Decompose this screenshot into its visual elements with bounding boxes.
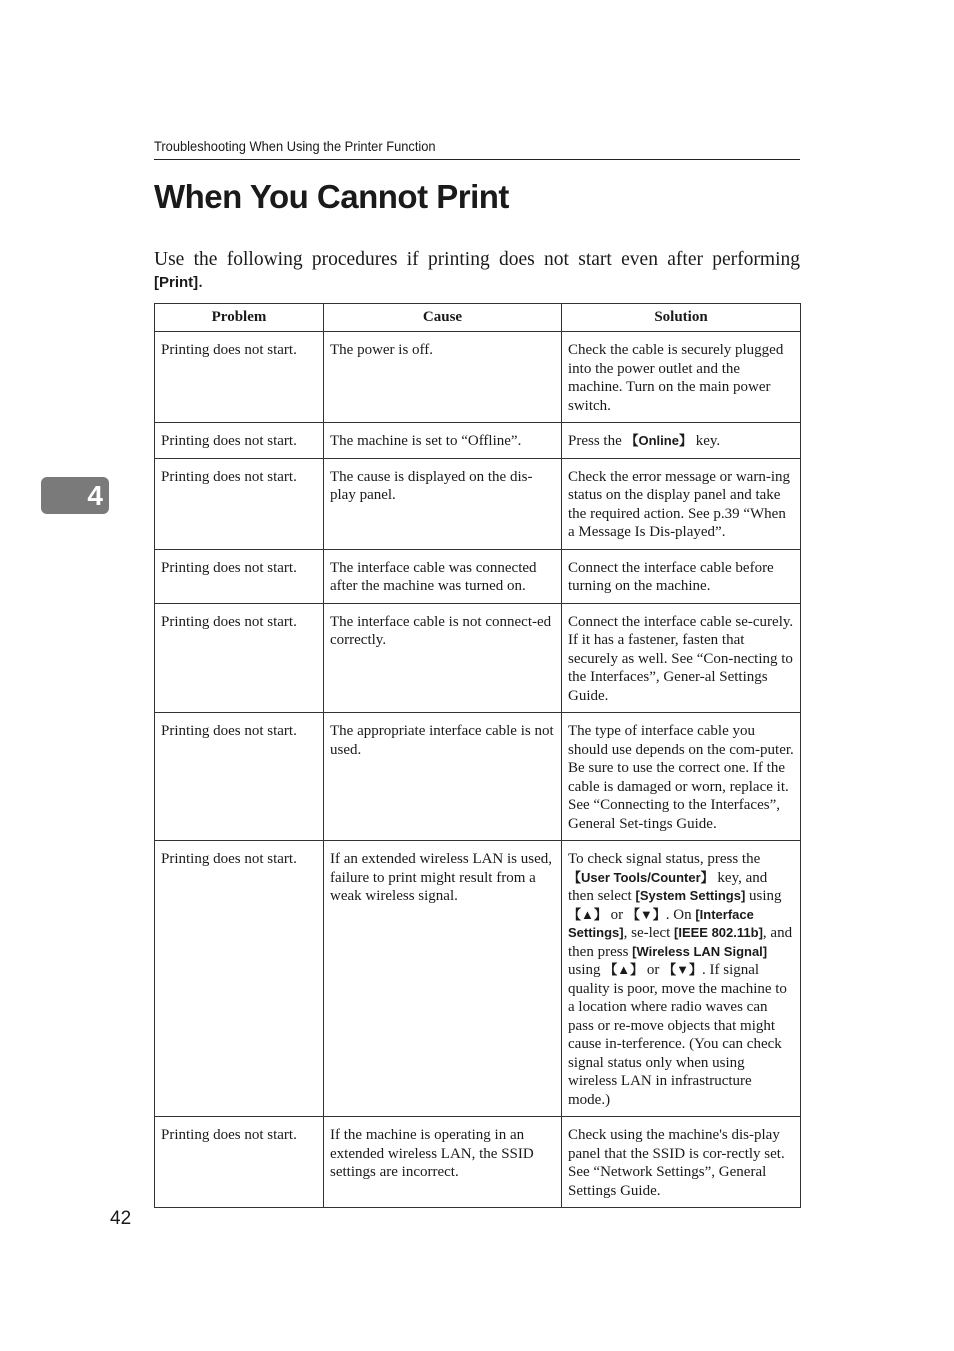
cell-problem: Printing does not start. xyxy=(155,1117,324,1208)
troubleshooting-table xyxy=(154,303,801,1208)
intro-end: . xyxy=(198,271,204,292)
key-label: [Interface Settings] xyxy=(568,906,754,940)
header-solution: Solution xyxy=(562,304,801,332)
key-label: 【User Tools/Counter】 xyxy=(568,869,714,885)
solution-text: Check the cable is securely plugged into the power outlet and the machine. Turn on the main power switch. xyxy=(568,342,784,414)
running-head: Troubleshooting When Using the Printer Function xyxy=(154,138,436,154)
key-label: 【Online】 xyxy=(625,433,692,448)
key-label: 【▲】 xyxy=(604,962,644,977)
solution-text: Press the xyxy=(568,433,626,449)
cell-problem: Printing does not start. xyxy=(155,423,324,459)
intro-text: Use the following procedures if printing does not start even after performing xyxy=(154,249,800,270)
intro-paragraph xyxy=(154,249,800,294)
key-label: 【▲】 xyxy=(568,906,607,922)
cell-solution xyxy=(562,713,801,841)
cell-solution xyxy=(562,841,801,1117)
table-row xyxy=(155,841,801,1117)
solution-text: , se-lect xyxy=(623,925,675,941)
solution-text: . If signal quality is poor, move the machine to a location where radio waves can pass or re-move objects that might cause in-terference. (You can check signal status only when using wireless LAN in infrastructure mode.) xyxy=(568,962,787,1108)
solution-text: Connect the interface cable before turning on the machine. xyxy=(568,559,774,594)
cell-problem: Printing does not start. xyxy=(155,841,324,1117)
solution-text: key, and then select xyxy=(568,869,768,904)
cell-cause: If the machine is operating in an extended wireless LAN, the SSID settings are incorrect. xyxy=(324,1117,562,1208)
key-label: [System Settings] xyxy=(635,888,746,903)
table-row xyxy=(155,423,801,459)
solution-text: Connect the interface cable se-curely. If it has a fastener, fasten that securely as well. See “Con-necting to the Interfaces”, Gener-al Settings Guide. xyxy=(568,613,794,704)
cell-cause: The appropriate interface cable is not used. xyxy=(324,713,562,841)
cell-solution xyxy=(562,1117,801,1208)
cell-problem: Printing does not start. xyxy=(155,713,324,841)
table-row xyxy=(155,549,801,603)
cell-problem: Printing does not start. xyxy=(155,458,324,549)
cell-solution xyxy=(562,332,801,423)
running-head-rule xyxy=(154,159,800,160)
solution-text: key. xyxy=(691,433,721,449)
table-row xyxy=(155,332,801,423)
table-body xyxy=(155,332,801,1208)
solution-text: Check the error message or warn-ing status on the display panel and take the required action. See p.39 “When a Message Is Dis-played”. xyxy=(568,468,790,540)
cell-cause: The power is off. xyxy=(324,332,562,423)
cell-cause: The cause is displayed on the dis-play panel. xyxy=(324,458,562,549)
cell-problem: Printing does not start. xyxy=(155,603,324,713)
key-label: 【▼】 xyxy=(626,906,666,922)
key-label: [Wireless LAN Signal] xyxy=(632,943,768,959)
solution-text: or xyxy=(643,962,664,978)
table-row xyxy=(155,1117,801,1208)
solution-text: using xyxy=(568,962,605,978)
solution-text: . On xyxy=(665,906,696,923)
solution-text: , and then press xyxy=(568,925,793,960)
page-title: When You Cannot Print xyxy=(154,178,509,215)
cell-cause: The machine is set to “Offline”. xyxy=(324,423,562,459)
cell-cause: The interface cable was connected after the machine was turned on. xyxy=(324,549,562,603)
cell-solution xyxy=(562,603,801,713)
header-problem: Problem xyxy=(155,304,324,332)
cell-problem: Printing does not start. xyxy=(155,332,324,423)
table-row xyxy=(155,713,801,841)
solution-text: using xyxy=(745,888,782,904)
solution-text: To check signal status, press the xyxy=(568,851,761,867)
cell-solution xyxy=(562,458,801,549)
solution-text: The type of interface cable you should use depends on the com-puter. Be sure to use the correct one. If the cable is damaged or worn, replace it. See “Connecting to the Interfaces”, General Set-tings Guide. xyxy=(568,723,794,832)
cell-solution xyxy=(562,549,801,603)
chapter-tab: 4 xyxy=(41,477,109,514)
table-header-row xyxy=(155,304,801,332)
cell-cause: If an extended wireless LAN is used, failure to print might result from a weak wireless signal. xyxy=(324,841,562,1117)
cell-solution xyxy=(562,423,801,459)
solution-text: or xyxy=(606,906,627,923)
cell-cause: The interface cable is not connect-ed correctly. xyxy=(324,603,562,713)
key-label: [IEEE 802.11b] xyxy=(674,925,763,940)
header-cause: Cause xyxy=(324,304,562,332)
cell-problem: Printing does not start. xyxy=(155,549,324,603)
solution-text: Check using the machine's dis-play panel that the SSID is cor-rectly set. See “Network Settings”, General Settings Guide. xyxy=(568,1127,785,1199)
page-number: 42 xyxy=(110,1208,132,1229)
print-key-label: [Print] xyxy=(154,274,199,291)
table-row xyxy=(155,458,801,549)
table-row xyxy=(155,603,801,713)
key-label: 【▼】 xyxy=(663,962,703,977)
